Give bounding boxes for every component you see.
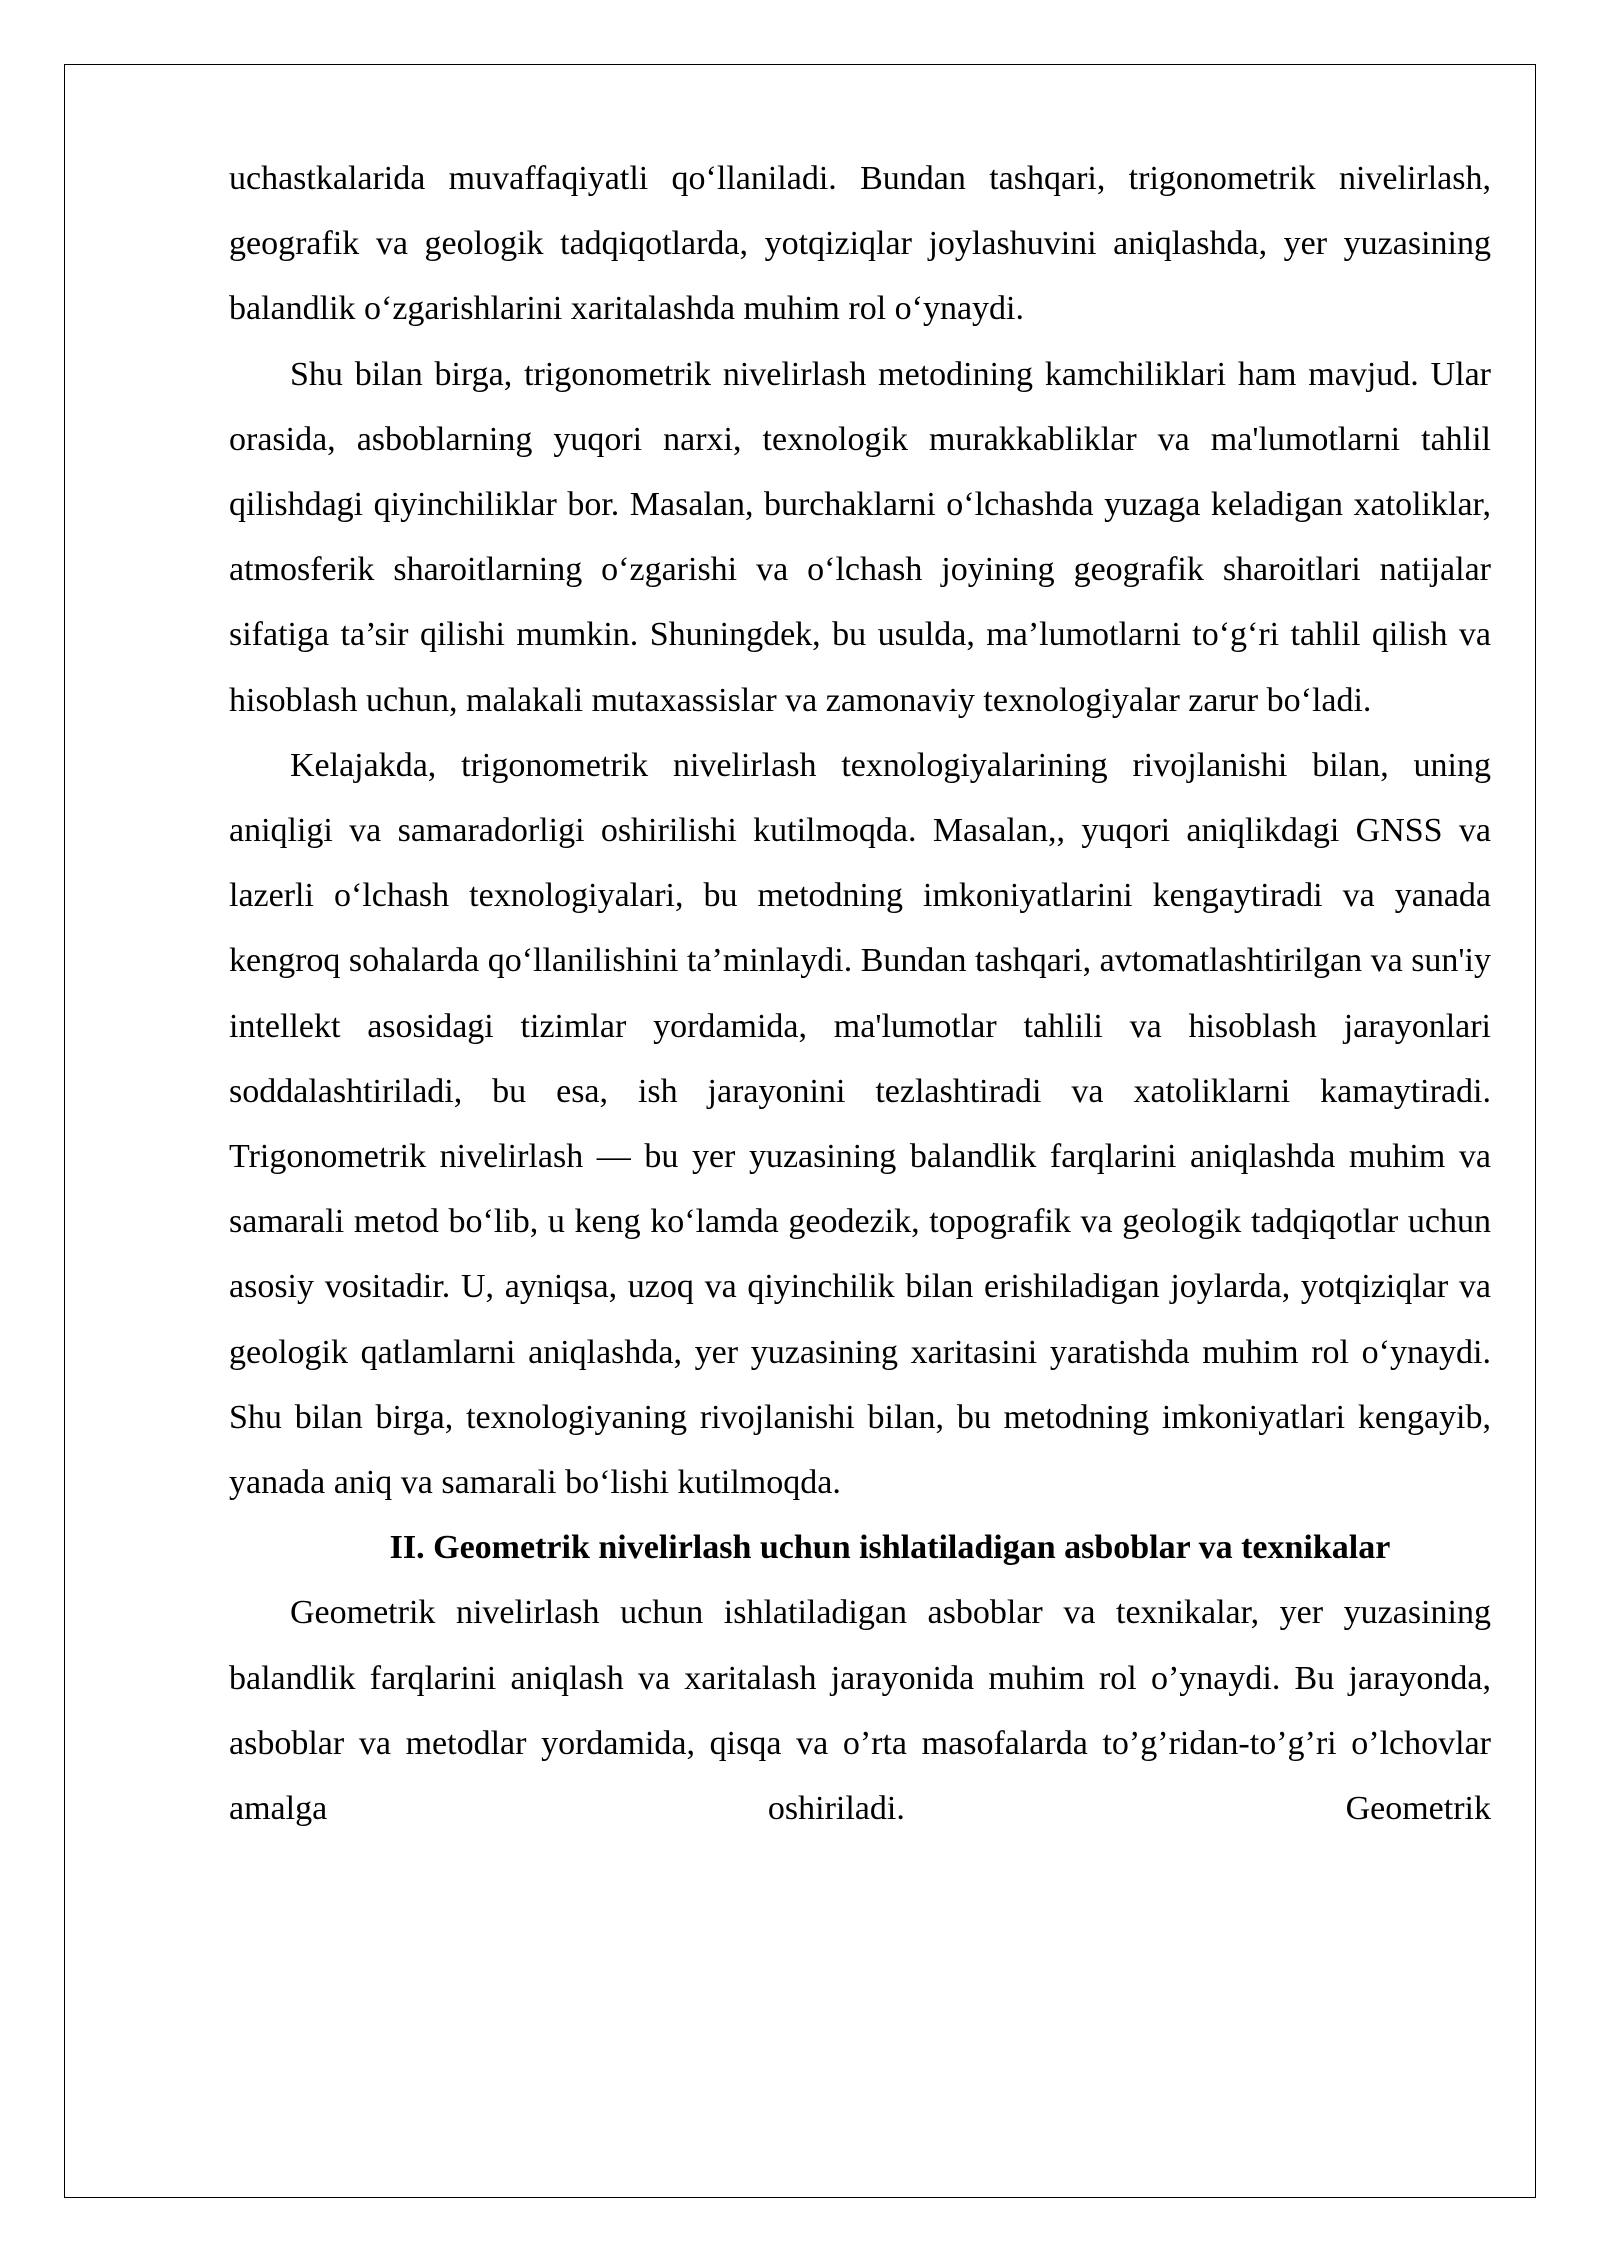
section-heading: II. Geometrik nivelirlash uchun ishlatiladigan asboblar va texnikalar xyxy=(389,1529,1391,1567)
paragraph-4: Geometrik nivelirlash uchun ishlatiladigan asboblar va texnikalar, yer yuzasining balandlik farqlarini aniqlash va xaritalash jarayonida muhim rol o’ynaydi. Bu jarayonda, asboblar va metodlar yordamida, qisqa va o’rta masofalarda to’g’ridan-to’g’ri o’lchovlar amalga oshiriladi. Geometrik xyxy=(229,1594,1491,1828)
paragraph-3: Kelajakda, trigonometrik nivelirlash texnologiyalarining rivojlanishi bilan, uning aniqligi va samaradorligi oshirilishi kutilmoqda. Masalan,, yuqori aniqlikdagi GNSS va lazerli o‘lchash texnologiyalari, bu metodning imkoniyatlarini kengaytiradi va yanada kengroq sohalarda qo‘llanilishini ta’minlaydi. Bundan tashqari, avtomatlashtirilgan va sun'iy intellekt asosidagi tizimlar yordamida, ma'lumotlar tahlili va hisoblash jarayonlari soddalashtiriladi, bu esa, ish jarayonini tezlashtiradi va xatoliklarni kamaytiradi. Trigonometrik nivelirlash — bu yer yuzasining balandlik farqlarini aniqlashda muhim va samarali metod bo‘lib, u keng ko‘lamda geodezik, topografik va geologik tadqiqotlar uchun asosiy vositadir. U, ayniqsa, uzoq va qiyinchilik bilan erishiladigan joylarda, yotqiziqlar va geologik qatlamlarni aniqlashda, yer yuzasining xaritasini yaratishda muhim rol o‘ynaydi. Shu bilan birga, texnologiyaning rivojlanishi bilan, bu metodning imkoniyatlari kengayib, yanada aniq va samarali bo‘lishi kutilmoqda. xyxy=(229,746,1491,1502)
paragraph-1: uchastkalarida muvaffaqiyatli qo‘llaniladi. Bundan tashqari, trigonometrik nivelirlash, geografik va geologik tadqiqotlarda, yotqiziqlar joylashuvini aniqlashda, yer yuzasining balandlik o‘zgarishlarini xaritalashda muhim rol o‘ynaydi. xyxy=(229,160,1491,328)
paragraph-2: Shu bilan birga, trigonometrik nivelirlash metodining kamchiliklari ham mavjud. Ular orasida, asboblarning yuqori narxi, texnologik murakkabliklar va ma'lumotlarni tahlil qilishdagi qiyinchiliklar bor. Masalan, burchaklarni o‘lchashda yuzaga keladigan xatoliklar, atmosferik sharoitlarning o‘zgarishi va o‘lchash joyining geografik sharoitlari natijalar sifatiga ta’sir qilishi mumkin. Shuningdek, bu usulda, ma’lumotlarni to‘g‘ri tahlil qilish va hisoblash uchun, malakali mutaxassislar va zamonaviy texnologiyalar zarur bo‘ladi. xyxy=(229,355,1491,719)
document-body xyxy=(229,146,1491,1841)
